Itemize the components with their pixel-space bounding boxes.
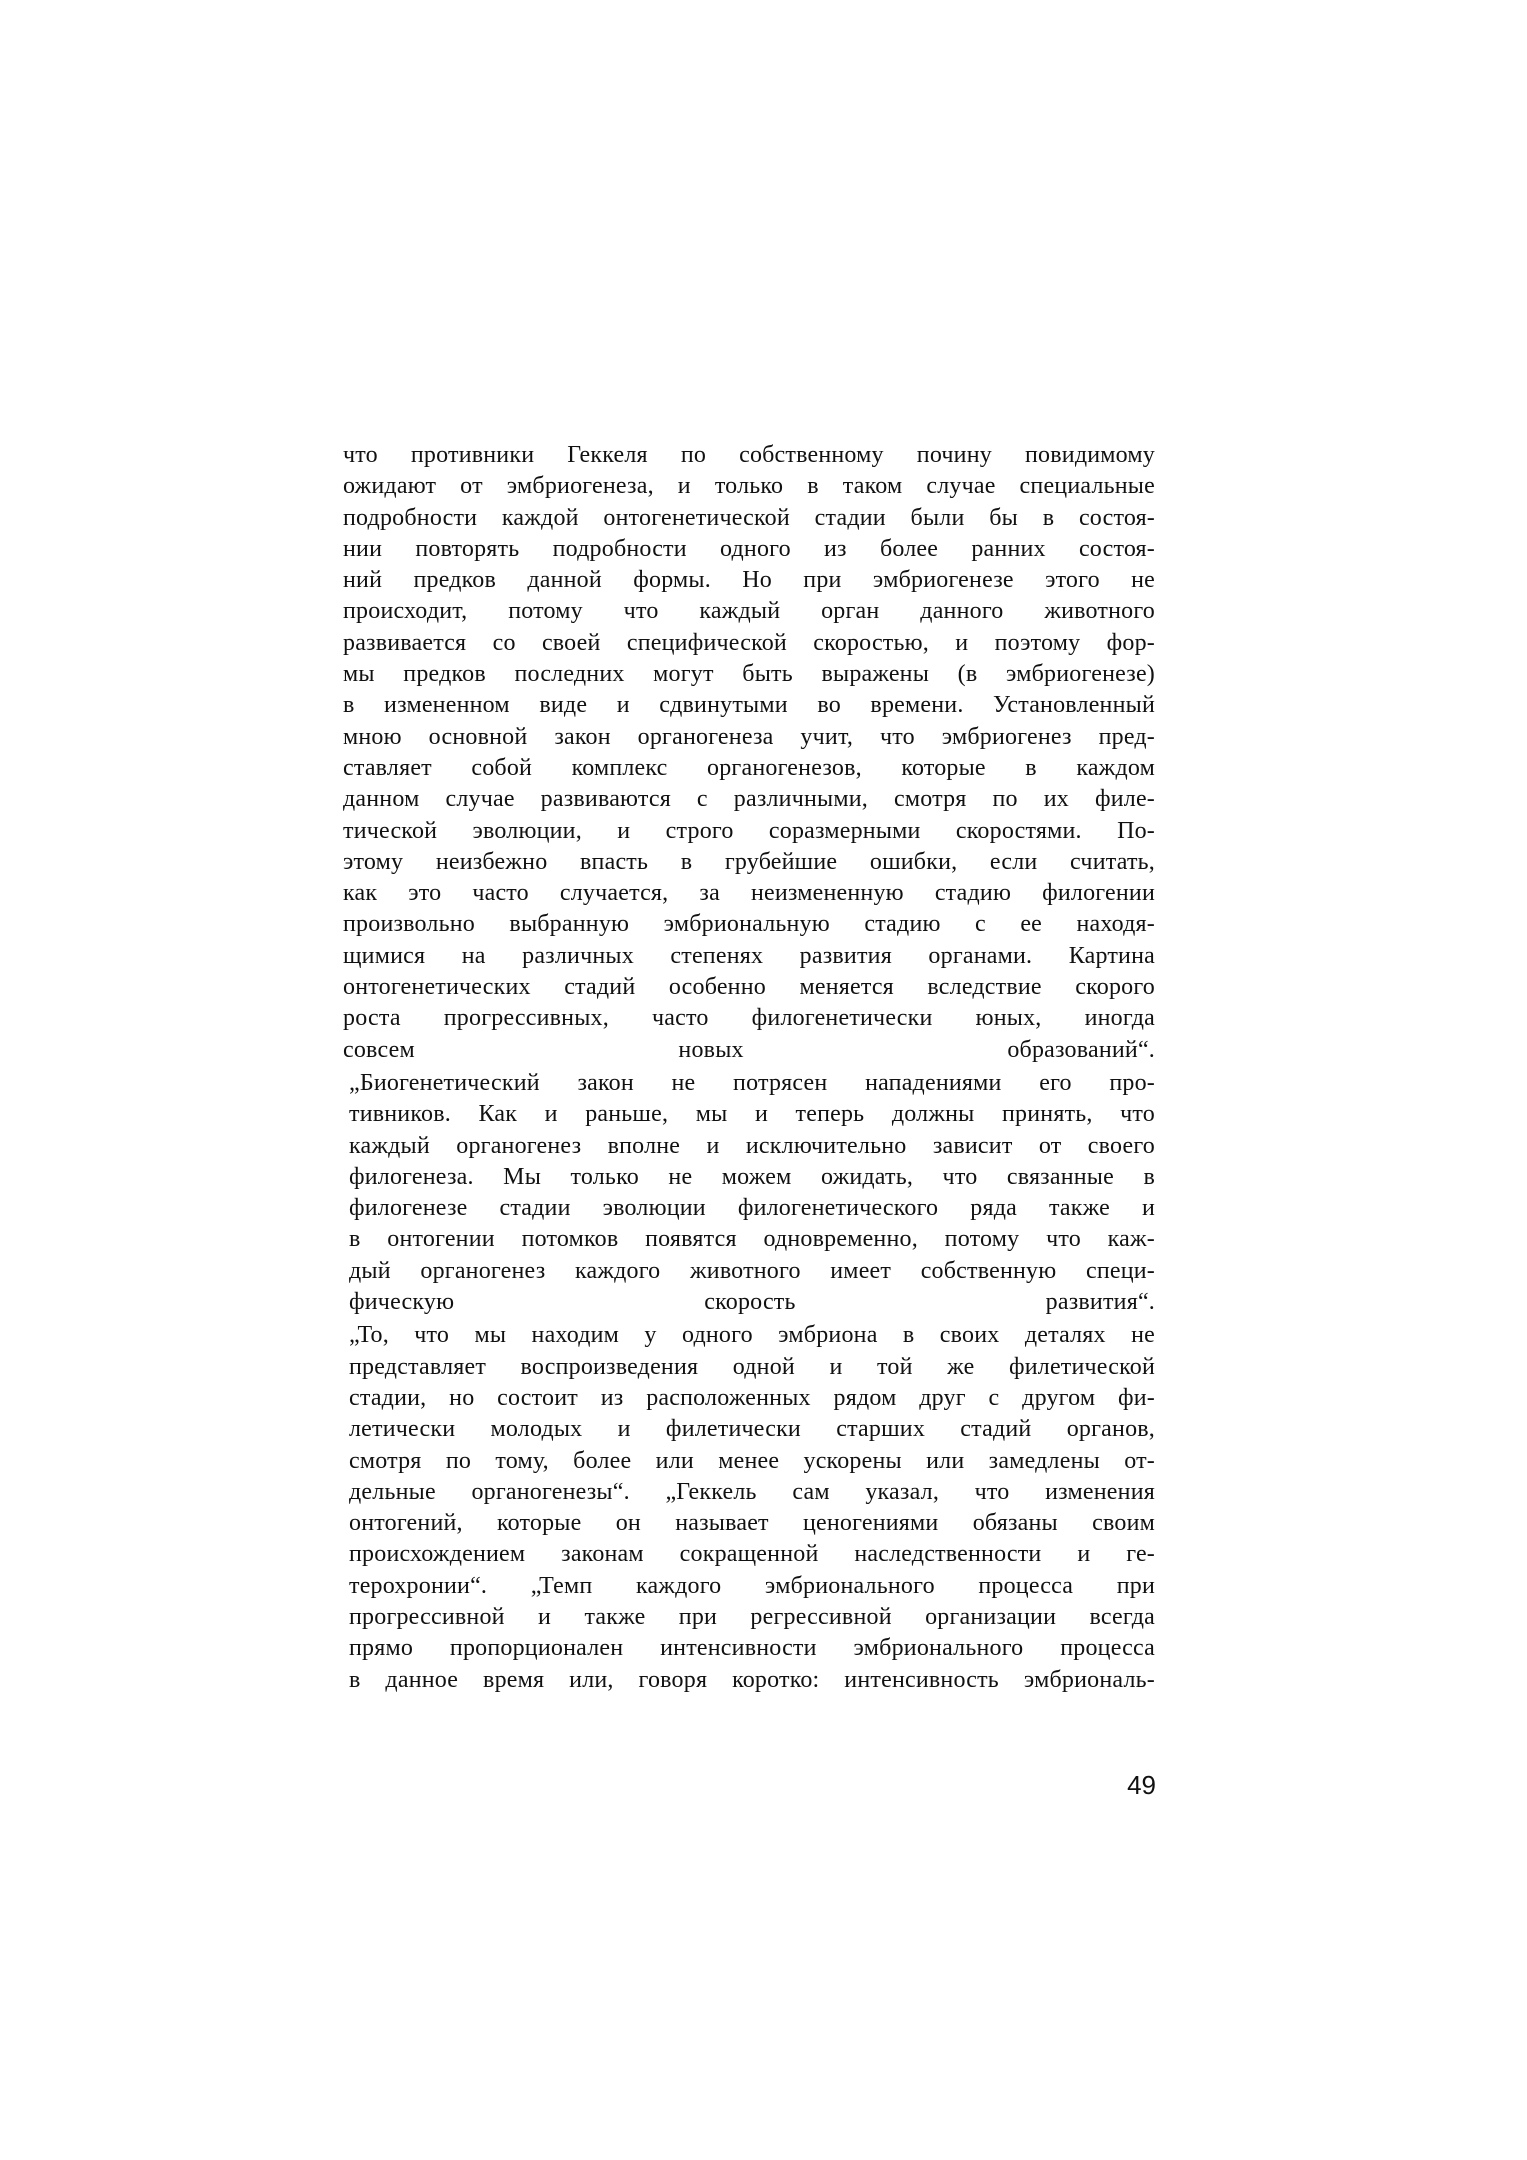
text-line: филогенезе стадии эволюции филогенетического ряда также и: [349, 1195, 1155, 1222]
text-line: представляет воспроизведения одной и той же филетической: [349, 1353, 1155, 1380]
text-line: летически молодых и филетически старших стадий органов,: [349, 1416, 1155, 1443]
text-line: „Биогенетический закон не потрясен нападениями его про-: [349, 1069, 1155, 1096]
text-line: происходит, потому что каждый орган данного животного: [343, 598, 1155, 625]
text-line: прогрессивной и также при регрессивной организации всегда: [349, 1603, 1155, 1630]
text-line: филогенеза. Мы только не можем ожидать, что связанные в: [349, 1163, 1155, 1190]
paragraph-2: [343, 1068, 1155, 1318]
text-line: тической эволюции, и строго соразмерными скоростями. По-: [343, 817, 1155, 844]
text-line: ставляет собой комплекс органогенезов, которые в каждом: [343, 754, 1155, 781]
text-line: „То, что мы находим у одного эмбриона в своих деталях не: [349, 1322, 1155, 1349]
page-number: 49: [1127, 1770, 1156, 1800]
text-line: данном случае развиваются с различными, смотря по их филе-: [343, 786, 1155, 813]
text-line: дый органогенез каждого животного имеет собственную специ-: [349, 1257, 1155, 1284]
body-text: [343, 440, 1155, 1696]
text-line: ожидают от эмбриогенеза, и только в таком случае специальные: [343, 473, 1155, 500]
text-line: как это часто случается, за неизмененную стадию филогении: [343, 880, 1155, 907]
text-line: развивается со своей специфической скоростью, и поэтому фор-: [343, 629, 1155, 656]
text-line: смотря по тому, более или менее ускорены или замедлены от-: [349, 1447, 1155, 1474]
text-line: дельные органогенезы“. „Геккель сам указал, что изменения: [349, 1478, 1155, 1505]
paragraph-3: [343, 1320, 1155, 1696]
text-line: этому неизбежно впасть в грубейшие ошибки, если считать,: [343, 848, 1155, 875]
text-line: прямо пропорционален интенсивности эмбрионального процесса: [349, 1635, 1155, 1662]
text-line: тивников. Как и раньше, мы и теперь должны принять, что: [349, 1101, 1155, 1128]
text-line: совсем новых образований“.: [343, 1036, 1155, 1063]
text-line: каждый органогенез вполне и исключительно зависит от своего: [349, 1132, 1155, 1159]
text-line: произвольно выбранную эмбриональную стадию с ее находя-: [343, 911, 1155, 938]
text-line: в данное время или, говоря коротко: интенсивность эмбриональ-: [349, 1666, 1155, 1693]
paragraph-1: [343, 440, 1155, 1066]
text-line: в измененном виде и сдвинутыми во времени. Установленный: [343, 692, 1155, 719]
text-line: стадии, но состоит из расположенных рядом друг с другом фи-: [349, 1384, 1155, 1411]
text-line: онтогений, которые он называет ценогениями обязаны своим: [349, 1510, 1155, 1537]
text-line: происхождением законам сокращенной наследственности и ге-: [349, 1541, 1155, 1568]
text-line: щимися на различных степенях развития органами. Картина: [343, 942, 1155, 969]
text-line: в онтогении потомков появятся одновременно, потому что каж-: [349, 1226, 1155, 1253]
text-line: онтогенетических стадий особенно меняется вследствие скорого: [343, 974, 1155, 1001]
text-line: мною основной закон органогенеза учит, что эмбриогенез пред-: [343, 723, 1155, 750]
text-line: мы предков последних могут быть выражены (в эмбриогенезе): [343, 661, 1155, 688]
text-line: ний предков данной формы. Но при эмбриогенезе этого не: [343, 567, 1155, 594]
text-line: роста прогрессивных, часто филогенетически юных, иногда: [343, 1005, 1155, 1032]
text-line: подробности каждой онтогенетической стадии были бы в состоя-: [343, 504, 1155, 531]
text-line: нии повторять подробности одного из более ранних состоя-: [343, 535, 1155, 562]
text-line: что противники Геккеля по собственному почину повидимому: [343, 442, 1155, 468]
text-line: терохронии“. „Темп каждого эмбрионального процесса при: [349, 1572, 1155, 1599]
text-line: фическую скорость развития“.: [349, 1289, 1155, 1316]
